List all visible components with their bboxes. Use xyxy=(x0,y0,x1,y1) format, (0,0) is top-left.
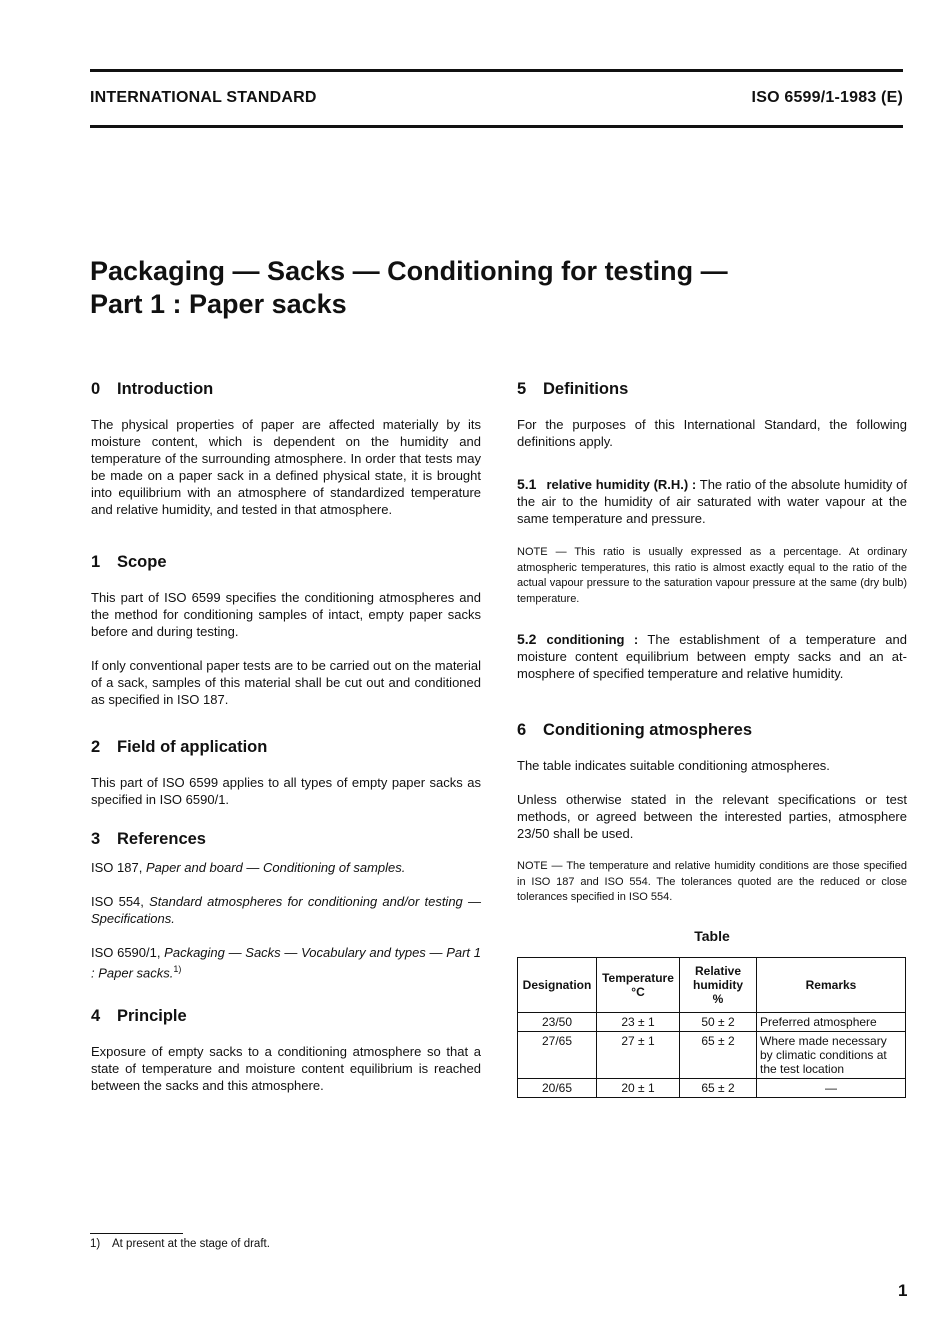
definition-conditioning: 5.2 conditioning : The establishment of a temperature and moisture content equilibrium between empty sacks and an atmosphere of specified temperature and relative humidity. xyxy=(517,631,907,681)
cell-humidity: 65 ± 2 xyxy=(680,1031,757,1078)
footnote-reference: 1) xyxy=(173,964,182,974)
paragraph: The physical properties of paper are affected materially by its moisture content, which is dependent on the humidity and temperature of the surrounding atmosphere. In order that tests may be made on a paper sack in a defined physical state, it is brought into equilibrium with an atmosphere of standardized temperature and relative humidity, and tested in that atmosphere. xyxy=(91,417,481,517)
header-bottom-rule xyxy=(90,125,903,128)
right-column xyxy=(517,379,907,1098)
paragraph: The table indicates suitable conditioning atmospheres. xyxy=(517,758,830,773)
cell-designation: 20/65 xyxy=(518,1078,597,1097)
note: NOTE — The temperature and relative humidity conditions are those specified in ISO 187 and ISO 554. The tolerances quoted are the reduced or close tolerances specified in ISO 554. xyxy=(517,860,907,903)
title-line-2: Part 1 : Paper sacks xyxy=(90,289,347,319)
table-header-row xyxy=(518,957,906,1012)
cell-humidity: 50 ± 2 xyxy=(680,1012,757,1031)
section-conditioning-atmospheres xyxy=(517,720,907,1098)
cell-temperature: 20 ± 1 xyxy=(597,1078,680,1097)
cell-humidity: 65 ± 2 xyxy=(680,1078,757,1097)
table-row xyxy=(518,1012,906,1031)
footnote: 1) At present at the stage of draft. xyxy=(90,1238,270,1250)
header-designation: Designation xyxy=(518,957,597,1012)
section-definitions xyxy=(517,379,907,682)
header-label: INTERNATIONAL STANDARD xyxy=(90,89,317,106)
section-heading: 5 Definitions xyxy=(517,380,629,398)
header-temperature: Temperature °C xyxy=(597,957,680,1012)
section-references xyxy=(91,829,481,981)
cell-remarks: Preferred atmosphere xyxy=(757,1012,906,1031)
section-introduction xyxy=(91,379,481,518)
cell-temperature: 23 ± 1 xyxy=(597,1012,680,1031)
section-heading: 3 References xyxy=(91,830,206,848)
paragraph: Exposure of empty sacks to a conditioning atmosphere so that a state of temperature and moisture content equilibrium is reached between the sacks and this atmosphere. xyxy=(91,1044,481,1094)
section-field-of-application xyxy=(91,737,481,808)
table-row xyxy=(518,1031,906,1078)
section-heading: 1 Scope xyxy=(91,553,167,571)
cell-designation: 27/65 xyxy=(518,1031,597,1078)
header-remarks: Remarks xyxy=(757,957,906,1012)
left-column xyxy=(91,379,481,1094)
table-row xyxy=(518,1078,906,1097)
reference-iso-187: ISO 187, Paper and board — Conditioning of samples. xyxy=(91,860,406,875)
page-number: 1 xyxy=(898,1281,908,1300)
cell-temperature: 27 ± 1 xyxy=(597,1031,680,1078)
document-title xyxy=(90,255,728,321)
section-heading: 0 Introduction xyxy=(91,380,214,398)
reference-iso-554: ISO 554, Standard atmospheres for conditioning and/or testing — Specifications. xyxy=(91,894,481,926)
section-principle xyxy=(91,1006,481,1094)
title-line-1: Packaging — Sacks — Conditioning for testing — xyxy=(90,256,728,286)
paragraph: For the purposes of this International Standard, the following definitions apply. xyxy=(517,417,907,449)
note: NOTE — This ratio is usually expressed as a percentage. At ordinary atmospheric temperatures, this ratio is almost exactly equal to the ratio of the actual vapour pressure to the saturation vapour pressure at the same (dry bulb) temperature. xyxy=(517,546,907,605)
section-heading: 6 Conditioning atmospheres xyxy=(517,721,753,739)
conditioning-atmospheres-table xyxy=(517,957,906,1098)
section-heading: 4 Principle xyxy=(91,1007,187,1026)
header-top-rule xyxy=(90,69,903,72)
footnote-rule xyxy=(90,1233,183,1234)
paragraph: If only conventional paper tests are to be carried out on the material of a sack, samples of this material shall be cut out and conditioned as specified in ISO 187. xyxy=(91,658,481,707)
paragraph: Unless otherwise stated in the relevant specifications or test methods, or agreed between the interested parties, atmosphere 23/50 shall be used. xyxy=(517,792,907,841)
paragraph: This part of ISO 6599 specifies the conditioning atmospheres and the method for conditioning samples of intact, empty paper sacks before and during testing. xyxy=(91,590,481,639)
section-scope xyxy=(91,552,481,708)
paragraph: This part of ISO 6599 applies to all types of empty paper sacks as specified in ISO 6590/1. xyxy=(91,775,481,807)
header-standard-number: ISO 6599/1-1983 (E) xyxy=(751,89,903,106)
cell-remarks: Where made necessary by climatic conditions at the test location xyxy=(757,1031,906,1078)
table-caption: Table xyxy=(694,927,730,944)
section-heading: 2 Field of application xyxy=(91,738,268,756)
definition-relative-humidity: 5.1 relative humidity (R.H.) : The ratio of the absolute humidity of the air to the humidity of air saturated with water vapour at the same temperature and pressure. xyxy=(517,476,907,526)
header-relative-humidity: Relative humidity % xyxy=(680,957,757,1012)
cell-remarks: — xyxy=(757,1078,906,1097)
cell-designation: 23/50 xyxy=(518,1012,597,1031)
reference-iso-6590-1: ISO 6590/1, Packaging — Sacks — Vocabulary and types — Part 1 : Paper sacks.$^{1)}$ xyxy=(91,945,481,981)
